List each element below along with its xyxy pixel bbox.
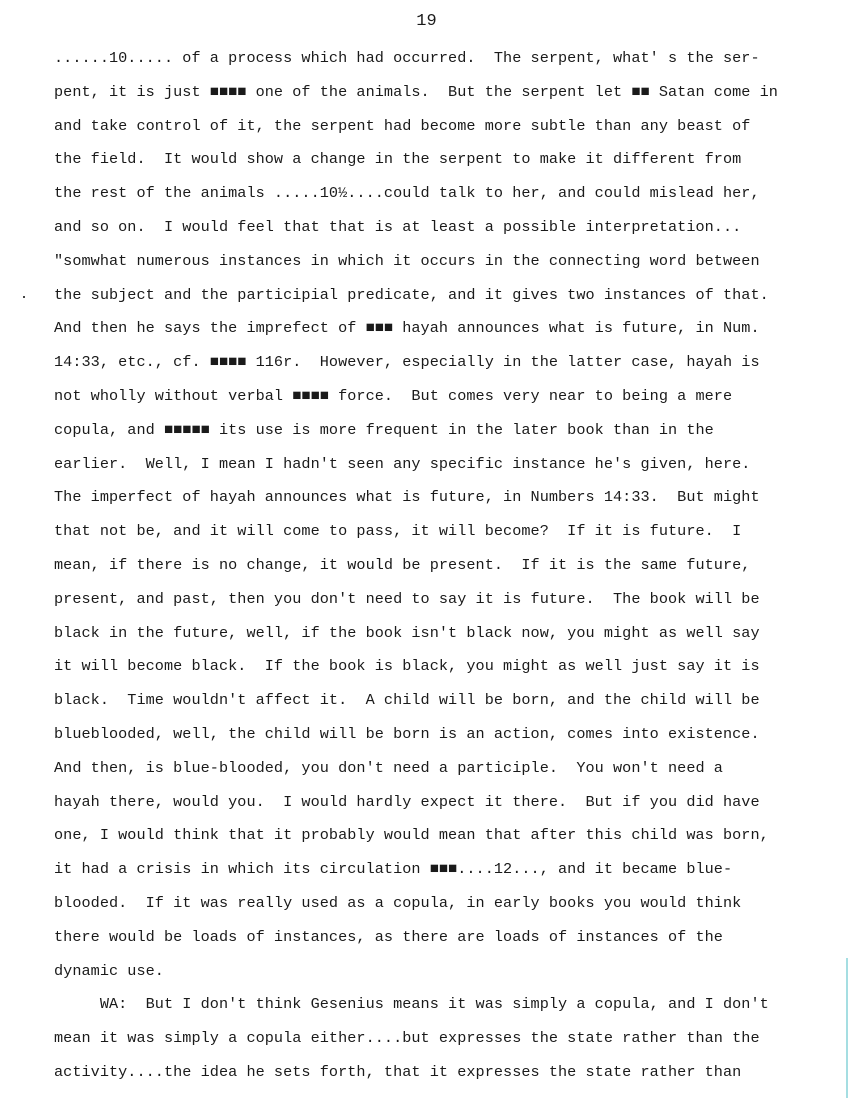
text-line: there would be loads of instances, as there are loads of instances of the xyxy=(54,927,723,946)
text-line: black. Time wouldn't affect it. A child will be born, and the child will be xyxy=(54,691,760,710)
text-line: earlier. Well, I mean I hadn't seen any specific instance he's given, here. xyxy=(54,454,751,473)
text-line: copula, and ■■■■■ its use is more frequent in the later book than in the xyxy=(54,420,714,439)
page-number: 19 xyxy=(416,12,437,31)
text-line: mean it was simply a copula either....but expresses the state rather than the xyxy=(54,1029,760,1048)
text-line: The imperfect of hayah announces what is future, in Numbers 14:33. But might xyxy=(54,488,760,507)
text-line: mean, if there is no change, it would be present. If it is the same future, xyxy=(54,555,751,574)
text-line: and take control of it, the serpent had become more subtle than any beast of xyxy=(54,116,751,135)
text-line: ......10..... of a process which had occurred. The serpent, what' s the ser- xyxy=(54,49,760,67)
text-line: one, I would think that it probably would mean that after this child was born, xyxy=(54,826,769,845)
margin-mark xyxy=(23,296,25,298)
text-line: not wholly without verbal ■■■■ force. But comes very near to being a mere xyxy=(54,386,733,405)
text-line: it will become black. If the book is black, you might as well just say it is xyxy=(54,657,760,676)
text-line: 14:33, etc., cf. ■■■■ 116r. However, especially in the latter case, hayah is xyxy=(54,353,760,372)
text-line: the field. It would show a change in the serpent to make it different from xyxy=(54,150,742,169)
text-line: the rest of the animals .....10½....could talk to her, and could mislead her, xyxy=(54,184,760,203)
text-line: blooded. If it was really used as a copula, in early books you would think xyxy=(54,893,742,912)
text-line: that not be, and it will come to pass, it will become? If it is future. I xyxy=(54,522,742,541)
text-line: present, and past, then you don't need to say it is future. The book will be xyxy=(54,589,760,608)
text-line: WA: But I don't think Gesenius means it was simply a copula, and I don't xyxy=(54,995,769,1014)
text-line: "somwhat numerous instances in which it occurs in the connecting word between xyxy=(54,251,760,270)
text-line: And then he says the imprefect of ■■■ hayah announces what is future, in Num. xyxy=(54,319,760,338)
text-line: it had a crisis in which its circulation ■■■....12..., and it became blue- xyxy=(54,860,733,879)
text-line: hayah there, would you. I would hardly expect it there. But if you did have xyxy=(54,792,760,811)
page-body xyxy=(54,42,853,1090)
text-line: activity....the idea he sets forth, that it expresses the state rather than xyxy=(54,1062,742,1081)
text-line: pent, it is just ■■■■ one of the animals. But the serpent let ■■ Satan come in xyxy=(54,82,778,101)
margin-highlight-line xyxy=(846,958,848,1098)
text-line: blueblooded, well, the child will be born is an action, comes into existence. xyxy=(54,724,760,743)
text-line: And then, is blue-blooded, you don't need a participle. You won't need a xyxy=(54,758,723,777)
text-line: the subject and the participial predicate, and it gives two instances of that. xyxy=(54,285,769,304)
text-line: and so on. I would feel that that is at least a possible interpretation... xyxy=(54,217,742,236)
text-line: black in the future, well, if the book isn't black now, you might as well say xyxy=(54,623,760,642)
text-line: dynamic use. xyxy=(54,961,164,980)
